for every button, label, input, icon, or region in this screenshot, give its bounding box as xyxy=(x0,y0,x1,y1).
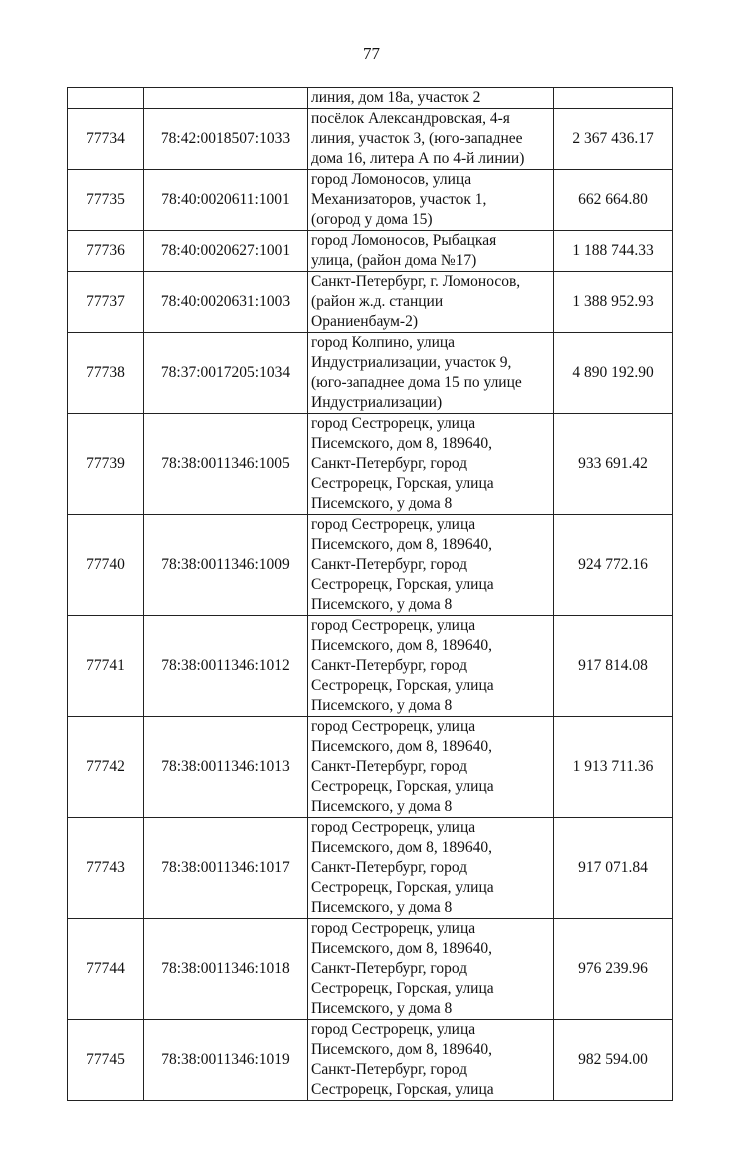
address-line: Писемского, дом 8, 189640, xyxy=(311,738,492,755)
table-row xyxy=(68,109,673,170)
table-row xyxy=(68,717,673,818)
table-row xyxy=(68,1020,673,1101)
cadastral-value-cell: 1 388 952.93 xyxy=(554,272,673,333)
address-line: Сестрорецк, Горская, улица xyxy=(311,778,494,795)
row-number-cell: 77745 xyxy=(68,1020,144,1101)
address-line: Писемского, у дома 8 xyxy=(311,899,453,916)
address-line: Санкт-Петербург, город xyxy=(311,859,468,876)
address-line: Индустриализации) xyxy=(311,394,443,411)
address-line: Писемского, дом 8, 189640, xyxy=(311,940,492,957)
cadastral-number-cell: 78:42:0018507:1033 xyxy=(144,109,308,170)
address-line: Механизаторов, участок 1, xyxy=(311,191,487,208)
address-line: Санкт-Петербург, город xyxy=(311,1061,468,1078)
address-line: Санкт-Петербург, город xyxy=(311,758,468,775)
address-line: дома 16, литера А по 4-й линии) xyxy=(311,150,525,167)
address-line: город Сестрорецк, улица xyxy=(311,1021,476,1038)
cadastral-value-cell: 917 814.08 xyxy=(554,616,673,717)
address-line: город Колпино, улица xyxy=(311,334,456,351)
address-line: Писемского, дом 8, 189640, xyxy=(311,435,492,452)
address-line: Писемского, у дома 8 xyxy=(311,798,453,815)
cadastral-number-cell: 78:38:0011346:1013 xyxy=(144,717,308,818)
row-number-cell: 77740 xyxy=(68,515,144,616)
cadastral-value-cell xyxy=(554,88,673,109)
table-row xyxy=(68,170,673,231)
address-line: Писемского, у дома 8 xyxy=(311,596,453,613)
cadastral-value-cell: 933 691.42 xyxy=(554,414,673,515)
address-line: Сестрорецк, Горская, улица xyxy=(311,576,494,593)
address-line: Санкт-Петербург, город xyxy=(311,556,468,573)
address-line: Сестрорецк, Горская, улица xyxy=(311,879,494,896)
address-cell xyxy=(308,919,554,1020)
address-line: город Ломоносов, улица xyxy=(311,171,472,188)
cadastral-number-cell: 78:40:0020627:1001 xyxy=(144,231,308,272)
table-row xyxy=(68,272,673,333)
address-cell xyxy=(308,717,554,818)
address-line: Писемского, дом 8, 189640, xyxy=(311,1041,492,1058)
address-line: Санкт-Петербург, город xyxy=(311,960,468,977)
address-line: город Сестрорецк, улица xyxy=(311,516,476,533)
address-cell xyxy=(308,231,554,272)
cadastral-value-cell: 1 913 711.36 xyxy=(554,717,673,818)
address-line: Сестрорецк, Горская, улица xyxy=(311,475,494,492)
cadastral-value-cell: 4 890 192.90 xyxy=(554,333,673,414)
address-line: город Сестрорецк, улица xyxy=(311,920,476,937)
cadastral-number-cell: 78:38:0011346:1017 xyxy=(144,818,308,919)
table-row xyxy=(68,414,673,515)
row-number-cell xyxy=(68,88,144,109)
cadastral-number-cell: 78:38:0011346:1012 xyxy=(144,616,308,717)
address-line: Сестрорецк, Горская, улица xyxy=(311,980,494,997)
address-line: город Ломоносов, Рыбацкая xyxy=(311,232,497,249)
table-row xyxy=(68,88,673,109)
cadastral-value-cell: 982 594.00 xyxy=(554,1020,673,1101)
address-line: Санкт-Петербург, город xyxy=(311,455,468,472)
address-cell xyxy=(308,170,554,231)
cadastral-value-cell: 924 772.16 xyxy=(554,515,673,616)
address-cell xyxy=(308,333,554,414)
cadastral-number-cell: 78:40:0020631:1003 xyxy=(144,272,308,333)
cadastral-number-cell: 78:38:0011346:1019 xyxy=(144,1020,308,1101)
address-line: Писемского, дом 8, 189640, xyxy=(311,839,492,856)
table-row xyxy=(68,919,673,1020)
address-cell xyxy=(308,109,554,170)
address-cell xyxy=(308,616,554,717)
address-line: (район ж.д. станции xyxy=(311,293,444,310)
table-row xyxy=(68,515,673,616)
address-line: линия, участок 3, (юго-западнее xyxy=(311,130,523,147)
cadastral-number-cell: 78:40:0020611:1001 xyxy=(144,170,308,231)
address-line: город Сестрорецк, улица xyxy=(311,718,476,735)
table-row xyxy=(68,231,673,272)
address-cell xyxy=(308,88,554,109)
address-cell xyxy=(308,515,554,616)
table-row xyxy=(68,616,673,717)
address-line: Писемского, у дома 8 xyxy=(311,1000,453,1017)
address-line: (юго-западнее дома 15 по улице xyxy=(311,374,522,391)
address-line: Ораниенбаум-2) xyxy=(311,313,418,330)
address-line: посёлок Александровская, 4-я xyxy=(311,110,510,127)
cadastral-number-cell xyxy=(144,88,308,109)
row-number-cell: 77743 xyxy=(68,818,144,919)
cadastral-number-cell: 78:38:0011346:1005 xyxy=(144,414,308,515)
cadastral-number-cell: 78:38:0011346:1018 xyxy=(144,919,308,1020)
address-line: Сестрорецк, Горская, улица xyxy=(311,677,494,694)
address-line: Писемского, у дома 8 xyxy=(311,697,453,714)
row-number-cell: 77742 xyxy=(68,717,144,818)
address-line: Писемского, дом 8, 189640, xyxy=(311,536,492,553)
address-cell xyxy=(308,414,554,515)
row-number-cell: 77738 xyxy=(68,333,144,414)
table-row xyxy=(68,818,673,919)
cadastral-value-cell: 1 188 744.33 xyxy=(554,231,673,272)
address-cell xyxy=(308,1020,554,1101)
address-line: Санкт-Петербург, г. Ломоносов, xyxy=(311,273,521,290)
cadastral-number-cell: 78:38:0011346:1009 xyxy=(144,515,308,616)
address-cell xyxy=(308,272,554,333)
table-body xyxy=(68,88,673,1101)
cadastral-value-cell: 2 367 436.17 xyxy=(554,109,673,170)
table-row xyxy=(68,333,673,414)
address-line: Писемского, у дома 8 xyxy=(311,495,453,512)
address-line: город Сестрорецк, улица xyxy=(311,819,476,836)
row-number-cell: 77741 xyxy=(68,616,144,717)
cadastral-number-cell: 78:37:0017205:1034 xyxy=(144,333,308,414)
address-line: Индустриализации, участок 9, xyxy=(311,354,512,371)
row-number-cell: 77737 xyxy=(68,272,144,333)
cadastral-value-cell: 917 071.84 xyxy=(554,818,673,919)
address-line: город Сестрорецк, улица xyxy=(311,617,476,634)
address-line: Сестрорецк, Горская, улица xyxy=(311,1081,494,1098)
row-number-cell: 77736 xyxy=(68,231,144,272)
cadastral-value-cell: 976 239.96 xyxy=(554,919,673,1020)
address-cell xyxy=(308,818,554,919)
row-number-cell: 77735 xyxy=(68,170,144,231)
address-line: улица, (район дома №17) xyxy=(311,252,477,269)
address-line: (огород у дома 15) xyxy=(311,211,433,228)
address-line: Санкт-Петербург, город xyxy=(311,657,468,674)
row-number-cell: 77744 xyxy=(68,919,144,1020)
address-line: линия, дом 18а, участок 2 xyxy=(311,89,481,106)
cadastral-value-cell: 662 664.80 xyxy=(554,170,673,231)
row-number-cell: 77739 xyxy=(68,414,144,515)
row-number-cell: 77734 xyxy=(68,109,144,170)
address-line: город Сестрорецк, улица xyxy=(311,415,476,432)
page-number: 77 xyxy=(363,44,380,63)
address-line: Писемского, дом 8, 189640, xyxy=(311,637,492,654)
land-plots-table xyxy=(67,87,673,1101)
